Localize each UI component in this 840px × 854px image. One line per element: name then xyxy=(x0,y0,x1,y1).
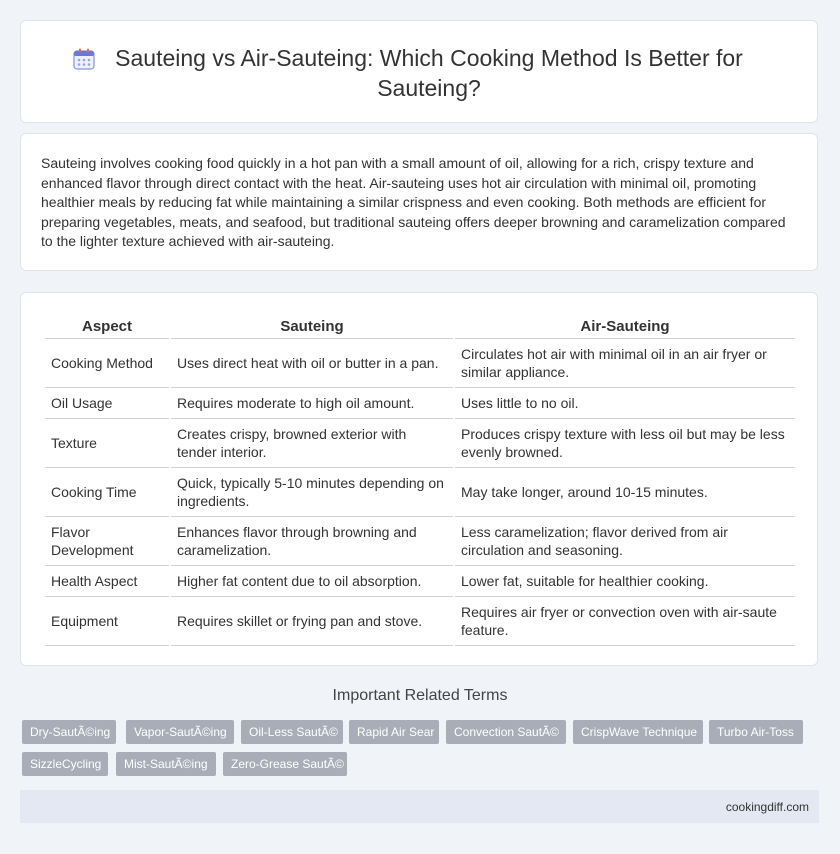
related-term-tag[interactable]: Oil-Less SautÃ© xyxy=(241,720,343,744)
table-cell: May take longer, around 10-15 minutes. xyxy=(455,468,795,517)
table-row xyxy=(45,566,795,597)
table-row xyxy=(45,339,795,388)
table-cell: Uses direct heat with oil or butter in a pan. xyxy=(171,339,453,388)
related-term-tag[interactable]: Dry-SautÃ©ing xyxy=(22,720,116,744)
table-cell: Requires skillet or frying pan and stove. xyxy=(171,597,453,646)
table-cell: Equipment xyxy=(45,597,169,646)
table-row xyxy=(45,419,795,468)
table-cell: Quick, typically 5-10 minutes depending on ingredients. xyxy=(171,468,453,517)
table-cell: Cooking Method xyxy=(45,339,169,388)
page-title: Sauteing vs Air-Sauteing: Which Cooking Method Is Better for Sauteing? xyxy=(115,45,743,101)
column-header: Aspect xyxy=(45,316,169,339)
table-cell: Circulates hot air with minimal oil in an air fryer or similar appliance. xyxy=(455,339,795,388)
related-term-tag[interactable]: Zero-Grease SautÃ© xyxy=(223,752,347,776)
table-cell: Flavor Development xyxy=(45,517,169,566)
intro-text: Sauteing involves cooking food quickly in a hot pan with a small amount of oil, allowing for a rich, crispy texture and enhanced flavor through direct contact with the heat. Air-sauteing uses hot air circulation with minimal oil, promoting healthier meals by reducing fat while maintaining a similar crispness and even cooking. Both methods are efficient for preparing vegetables, meats, and seafood, but traditional sauteing offers deeper browning and caramelization compared to the lighter texture achieved with air-sauteing. xyxy=(41,155,786,249)
table-cell: Creates crispy, browned exterior with tender interior. xyxy=(171,419,453,468)
column-header: Air-Sauteing xyxy=(455,316,795,339)
comparison-table xyxy=(43,316,797,646)
related-term-tag[interactable]: CrispWave Technique xyxy=(573,720,703,744)
intro-card xyxy=(20,133,818,271)
footer-site[interactable]: cookingdiff.com xyxy=(725,800,809,814)
table-cell: Produces crispy texture with less oil but may be less evenly browned. xyxy=(455,419,795,468)
table-cell: Requires air fryer or convection oven with air-saute feature. xyxy=(455,597,795,646)
related-term-tag[interactable]: Mist-SautÃ©ing xyxy=(116,752,216,776)
table-cell: Higher fat content due to oil absorption. xyxy=(171,566,453,597)
table-row xyxy=(45,388,795,419)
related-terms-title: Important Related Terms xyxy=(332,687,508,704)
related-term-tag[interactable]: SizzleCycling xyxy=(22,752,108,776)
comparison-table-card xyxy=(20,292,818,666)
table-row xyxy=(45,517,795,566)
table-cell: Uses little to no oil. xyxy=(455,388,795,419)
table-cell: Requires moderate to high oil amount. xyxy=(171,388,453,419)
related-term-tag[interactable]: Vapor-SautÃ©ing xyxy=(126,720,234,744)
table-cell: Texture xyxy=(45,419,169,468)
table-header-row xyxy=(45,316,795,339)
table-cell: Lower fat, suitable for healthier cooking. xyxy=(455,566,795,597)
table-cell: Cooking Time xyxy=(45,468,169,517)
related-term-tag[interactable]: Turbo Air-Toss xyxy=(709,720,803,744)
table-row xyxy=(45,597,795,646)
related-term-tag[interactable]: Convection SautÃ© xyxy=(446,720,566,744)
related-term-tag[interactable]: Rapid Air Sear xyxy=(349,720,439,744)
table-cell: Oil Usage xyxy=(45,388,169,419)
table-cell: Less caramelization; flavor derived from air circulation and seasoning. xyxy=(455,517,795,566)
column-header: Sauteing xyxy=(171,316,453,339)
table-row xyxy=(45,468,795,517)
table-cell: Enhances flavor through browning and caramelization. xyxy=(171,517,453,566)
header-card xyxy=(20,20,818,123)
table-cell: Health Aspect xyxy=(45,566,169,597)
footer xyxy=(20,790,819,823)
